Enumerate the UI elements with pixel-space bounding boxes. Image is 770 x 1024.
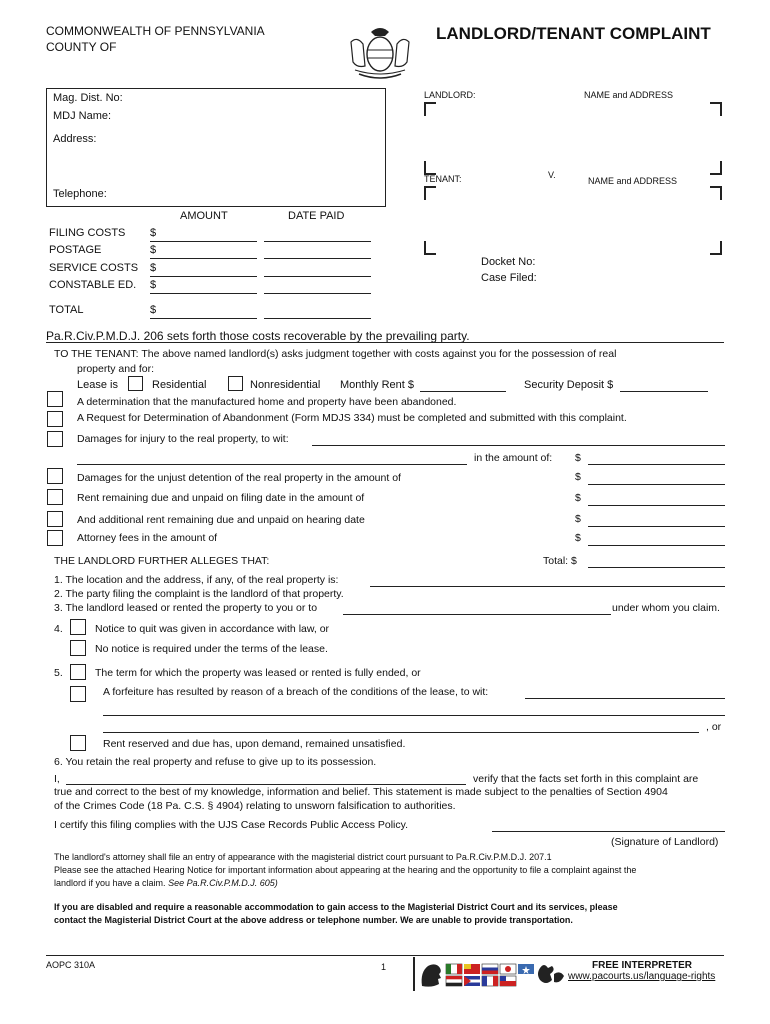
- notice-given-checkbox[interactable]: [70, 619, 86, 635]
- additional-rent-amount-field[interactable]: [588, 526, 725, 527]
- term-ended-text: The term for which the property was leased or rented is fully ended, or: [95, 667, 421, 679]
- forfeiture-checkbox[interactable]: [70, 686, 86, 702]
- landlord-label: LANDLORD:: [424, 90, 476, 100]
- forfeiture-field-2[interactable]: [103, 715, 725, 716]
- rule-206-notice: Pa.R.Civ.P.M.D.J. 206 sets forth those costs recoverable by the prevailing party.: [46, 329, 470, 343]
- service-costs-label: SERVICE COSTS: [49, 262, 139, 274]
- attorney-note: The landlord's attorney shall file an entry of appearance with the magisterial district court pursuant to Pa.R.Civ.P.M.D.J. 207.1: [54, 852, 552, 862]
- language-flags-icon: [418, 960, 568, 990]
- damages-injury-text: Damages for injury to the real property, to wit:: [77, 433, 289, 445]
- monthly-rent-field[interactable]: [420, 391, 506, 392]
- versus-label: V.: [548, 170, 556, 180]
- attorney-fees-dollar: $: [575, 532, 581, 544]
- docket-no-label: Docket No:: [481, 256, 536, 268]
- total-label: TOTAL: [49, 304, 84, 316]
- abandoned-checkbox[interactable]: [47, 391, 63, 407]
- notice-given-text: Notice to quit was given in accordance with law, or: [95, 623, 330, 635]
- further-alleges-heading: THE LANDLORD FURTHER ALLEGES THAT:: [54, 555, 270, 567]
- filing-costs-label: FILING COSTS: [49, 227, 126, 239]
- address-label: Address:: [53, 133, 97, 145]
- form-id: AOPC 310A: [46, 960, 96, 970]
- service-amount-field[interactable]: [150, 276, 257, 277]
- injury-amount-field[interactable]: [588, 464, 725, 465]
- residential-checkbox[interactable]: [128, 376, 143, 391]
- constable-label: CONSTABLE ED.: [49, 279, 137, 291]
- forfeiture-field[interactable]: [525, 698, 725, 699]
- nonresidential-label: Nonresidential: [250, 379, 321, 391]
- claim-note: [54, 878, 278, 888]
- amount-header: AMOUNT: [180, 210, 228, 222]
- service-dollar: $: [150, 262, 157, 274]
- term-ended-checkbox[interactable]: [70, 664, 86, 680]
- forfeiture-text: A forfeiture has resulted by reason of a breach of the conditions of the lease, to wit:: [103, 686, 489, 698]
- notice-not-required-text: No notice is required under the terms of the lease.: [95, 643, 328, 655]
- telephone-label: Telephone:: [53, 188, 107, 200]
- residential-label: Residential: [152, 379, 207, 391]
- in-amount-of-label: in the amount of:: [474, 452, 553, 464]
- leased-to-field[interactable]: [343, 614, 611, 615]
- rent-remaining-checkbox[interactable]: [47, 489, 63, 505]
- rent-remaining-amount-field[interactable]: [588, 505, 725, 506]
- allegation-1-text: 1. The location and the address, if any, of the real property is:: [54, 574, 339, 586]
- claim-note-reference: See Pa.R.Civ.P.M.D.J. 605): [168, 878, 278, 888]
- constable-date-field[interactable]: [264, 293, 371, 294]
- total-date-field[interactable]: [264, 318, 371, 319]
- certify-text: I certify this filing complies with the UJS Case Records Public Access Policy.: [54, 819, 409, 831]
- postage-amount-field[interactable]: [150, 258, 257, 259]
- service-date-field[interactable]: [264, 276, 371, 277]
- allegation-4-number: 4.: [54, 623, 63, 635]
- security-deposit-label: Security Deposit $: [524, 379, 614, 391]
- detention-amount-field[interactable]: [588, 484, 725, 485]
- commonwealth-label: COMMONWEALTH OF PENNSYLVANIA: [46, 24, 265, 38]
- allegation-5-number: 5.: [54, 667, 63, 679]
- monthly-rent-label: Monthly Rent $: [340, 379, 414, 391]
- hearing-note: Please see the attached Hearing Notice for important information about appearing at the hearing and the opportunity to file a complaint against the: [54, 865, 637, 875]
- form-title: LANDLORD/TENANT COMPLAINT: [436, 24, 711, 43]
- postage-date-field[interactable]: [264, 258, 371, 259]
- additional-rent-checkbox[interactable]: [47, 511, 63, 527]
- damages-injury-field[interactable]: [312, 445, 725, 446]
- landlord-name-address-label: NAME and ADDRESS: [584, 90, 674, 100]
- allegation-3-text: 3. The landlord leased or rented the property to you or to: [54, 602, 318, 614]
- nonresidential-checkbox[interactable]: [228, 376, 243, 391]
- attorney-fees-text: Attorney fees in the amount of: [77, 532, 218, 544]
- total-amount-field[interactable]: [150, 318, 257, 319]
- pennsylvania-seal-icon: [345, 22, 415, 82]
- section-divider: [46, 342, 724, 343]
- or-text: , or: [706, 721, 722, 733]
- unjust-detention-checkbox[interactable]: [47, 468, 63, 484]
- signature-field[interactable]: [492, 831, 725, 832]
- verification-line-3: of the Crimes Code (18 Pa. C.S. § 4904) relating to unsworn falsification to authorities.: [54, 800, 456, 812]
- attorney-fees-checkbox[interactable]: [47, 530, 63, 546]
- rent-remaining-text: Rent remaining due and unpaid on filing date in the amount of: [77, 492, 365, 504]
- page-number: 1: [381, 962, 387, 972]
- constable-dollar: $: [150, 279, 157, 291]
- damages-injury-field-2[interactable]: [77, 464, 467, 465]
- total-amount-claim-field[interactable]: [588, 567, 725, 568]
- injury-dollar: $: [575, 452, 581, 464]
- case-filed-label: Case Filed:: [481, 272, 537, 284]
- footer-vertical-rule: [413, 957, 415, 991]
- security-deposit-field[interactable]: [620, 391, 708, 392]
- mag-dist-label: Mag. Dist. No:: [53, 92, 123, 104]
- property-address-field[interactable]: [370, 586, 725, 587]
- additional-rent-text: And additional rent remaining due and unpaid on hearing date: [77, 514, 365, 526]
- filing-dollar: $: [150, 227, 157, 239]
- total-dollar: $: [150, 304, 157, 316]
- attorney-fees-amount-field[interactable]: [588, 545, 725, 546]
- additional-rent-dollar: $: [575, 513, 581, 525]
- landlord-name-field[interactable]: [66, 784, 466, 785]
- constable-amount-field[interactable]: [150, 293, 257, 294]
- landlord-name-address-field[interactable]: [424, 100, 722, 176]
- postage-label: POSTAGE: [49, 244, 102, 256]
- rent-remaining-dollar: $: [575, 492, 581, 504]
- tenant-label: TENANT:: [424, 174, 462, 184]
- allegation-2-text: 2. The party filing the complaint is the landlord of that property.: [54, 588, 344, 600]
- mdj-name-label: MDJ Name:: [53, 110, 112, 122]
- rent-reserved-checkbox[interactable]: [70, 735, 86, 751]
- request-abandonment-checkbox[interactable]: [47, 411, 63, 427]
- accommodation-note: If you are disabled and require a reasonable accommodation to gain access to the Magisterial District Court and its services, please: [54, 902, 618, 912]
- postage-dollar: $: [150, 244, 157, 256]
- to-the-tenant-text: TO THE TENANT: The above named landlord(s) asks judgment together with costs against you for the possession of real: [54, 348, 617, 360]
- free-interpreter-label: FREE INTERPRETER: [592, 960, 693, 971]
- rent-reserved-text: Rent reserved and due has, upon demand, remained unsatisfied.: [103, 738, 406, 750]
- date-paid-header: DATE PAID: [288, 210, 345, 222]
- lease-is-label: Lease is: [77, 379, 118, 391]
- county-label: COUNTY OF: [46, 40, 117, 54]
- notice-not-required-checkbox[interactable]: [70, 640, 86, 656]
- language-rights-link[interactable]: www.pacourts.us/language-rights: [568, 971, 716, 982]
- verification-line-2: true and correct to the best of my knowledge, information and belief. This statement is made subject to the penalties of Section 4904: [54, 786, 668, 798]
- contact-note: contact the Magisterial District Court at the above address or telephone number. We are unable to provide transportation.: [54, 915, 573, 925]
- property-and-for-text: property and for:: [77, 363, 155, 375]
- signature-label: (Signature of Landlord): [611, 836, 719, 848]
- allegation-6-text: 6. You retain the real property and refuse to give up to its possession.: [54, 756, 377, 768]
- damages-injury-checkbox[interactable]: [47, 431, 63, 447]
- filing-date-field[interactable]: [264, 241, 371, 242]
- tenant-name-address-field[interactable]: [424, 184, 722, 256]
- verification-i: I,: [54, 773, 60, 785]
- filing-amount-field[interactable]: [150, 241, 257, 242]
- verify-text: verify that the facts set forth in this complaint are: [473, 773, 699, 785]
- forfeiture-field-3[interactable]: [103, 732, 699, 733]
- request-abandonment-text: A Request for Determination of Abandonment (Form MDJS 334) must be completed and submitted with this complaint.: [77, 412, 627, 424]
- detention-dollar: $: [575, 471, 581, 483]
- unjust-detention-text: Damages for the unjust detention of the real property in the amount of: [77, 472, 401, 484]
- abandoned-text: A determination that the manufactured home and property have been abandoned.: [77, 396, 457, 408]
- tenant-name-address-label: NAME and ADDRESS: [588, 176, 678, 186]
- under-whom-text: under whom you claim.: [612, 602, 720, 614]
- total-amount-label: Total: $: [543, 555, 577, 567]
- claim-note-text: landlord if you have a claim.: [54, 878, 166, 888]
- footer-divider: [46, 955, 724, 956]
